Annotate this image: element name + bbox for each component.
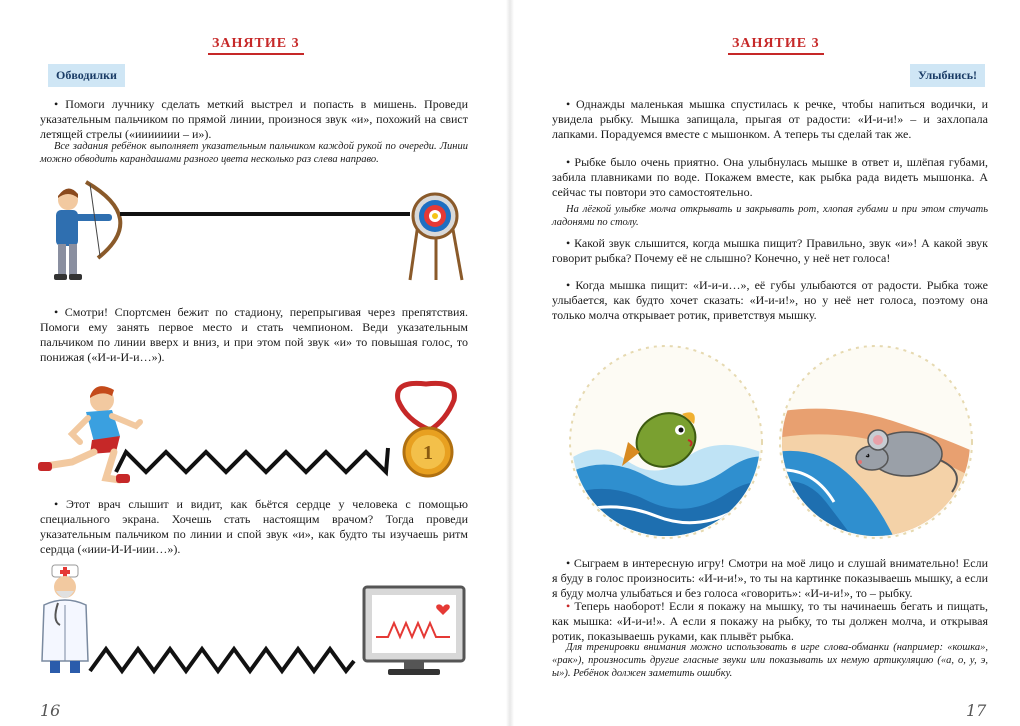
left-page [0,0,506,726]
teacher-note: Все задания ребёнок выполняет указательным пальчиком каждой рукой по очереди. Линии можно обводить карандашами разного цвета несколько раз слева направо. [40,141,468,165]
doctor-illustration [38,565,478,680]
teacher-note: На лёгкой улыбке молча открывать и закрывать рот, хлопая губами и при этом стучать ладонями по столу. [552,204,988,228]
right-page [514,0,1020,726]
trace-line-heartbeat[interactable] [90,649,354,671]
archer-figure [54,182,120,280]
exercise-doctor-text: • Этот врач слышит и видит, как бьётся сердце у человека с помощью специального экрана. Хочешь стать настоящим врачом? Тогда проведи указательным пальчиком по линии и спой звук «и», как будто ты изучаешь ритм сердца («иии-И-И-иии…»). [40,497,468,556]
page-number: 17 [966,701,987,720]
doctor-figure [42,565,88,673]
red-bullet: • [566,599,571,613]
runner-illustration [36,380,476,490]
lesson-title: ЗАНЯТИЕ 3 [728,36,824,55]
mouse-illustration [776,342,976,542]
smile-explanation-text: • Когда мышка пищит: «И-и-и…», её губы улыбаются от радости. Рыбка тоже улыбается, как будто хочет сказать: «И-и-и!», но у неё нет голоса, поэтому она только молча открывает ротик, приветствуя мышку. [552,278,988,322]
game-instructions-text: • Сыграем в интересную игру! Смотри на моё лицо и слушай внимательно! Если я буду в голос произносить: «И-и-и!», то ты на картинке показываешь мышку, а если я буду молча улыбаться и без голоса «говорить»: «И-и-и!», то – рыбку. [552,556,988,600]
archer-illustration [38,178,478,288]
trace-line-zigzag[interactable] [116,448,388,472]
teacher-note: Для тренировки внимания можно использовать в игре слова-обманки (например: «кошка», «рак»), произносить другие гласные звуки или показывать их немую артикуляцию («а, о, у, э, ы»). Ребёнок должен заметить ошибку. [552,642,988,679]
book-gutter [506,0,514,726]
runner-figure [38,386,140,483]
medal-number: 1 [423,442,433,464]
section-tag: Обводилки [48,64,125,87]
exercise-runner-text: • Смотри! Спортсмен бежит по стадиону, перепрыгивая через препятствия. Помоги ему занять первое место и стать чемпионом. Веди указательным пальчиком по линии вверх и вниз, и при этом пой звук «и» то повышая голос, то понижая («И-и-И-и…»). [40,305,468,364]
fish-illustration [566,342,766,542]
monitor-icon [364,587,464,675]
medal-icon [398,383,455,476]
exercise-archer-text: • Помоги лучнику сделать меткий выстрел и попасть в мишень. Проведи указательным пальчиком по прямой линии, произнося звук «и», похожий на свист летящей стрелы («иииииии – и»). [40,97,468,141]
section-tag: Улыбнись! [910,64,985,87]
game-reverse-text: • Теперь наоборот! Если я покажу на мышку, то ты начинаешь бегать и пищать, как мышка: «И-и-и!». А если я покажу на рыбку, то ты должен молча, и открывая ротик, показываешь руками, как плывёт рыбка. [552,599,988,643]
story-fish-text: • Рыбке было очень приятно. Она улыбнулась мышке в ответ и, шлёпая губами, забила плавниками по воде. Покажем вместе, как рыбка рада видеть мышонка. А сейчас ты повтори это самостоятельно. [552,155,988,199]
question-sound-text: • Какой звук слышится, когда мышка пищит? Правильно, звук «и»! А какой звук говорит рыбка? Почему её не слышно? Конечно, у неё нет голоса! [552,236,988,265]
story-mouse-text: • Однажды маленькая мышка спустилась к речке, чтобы напиться водички, и увидела рыбку. Мышка запищала, прыгая от радости: «И-и-и!» – и захлопала лапками. Порадуемся вместе с мышонком. А теперь ты сделай так же. [552,97,988,141]
target-icon [410,194,462,280]
page-number: 16 [40,701,61,720]
lesson-title: ЗАНЯТИЕ 3 [208,36,304,55]
